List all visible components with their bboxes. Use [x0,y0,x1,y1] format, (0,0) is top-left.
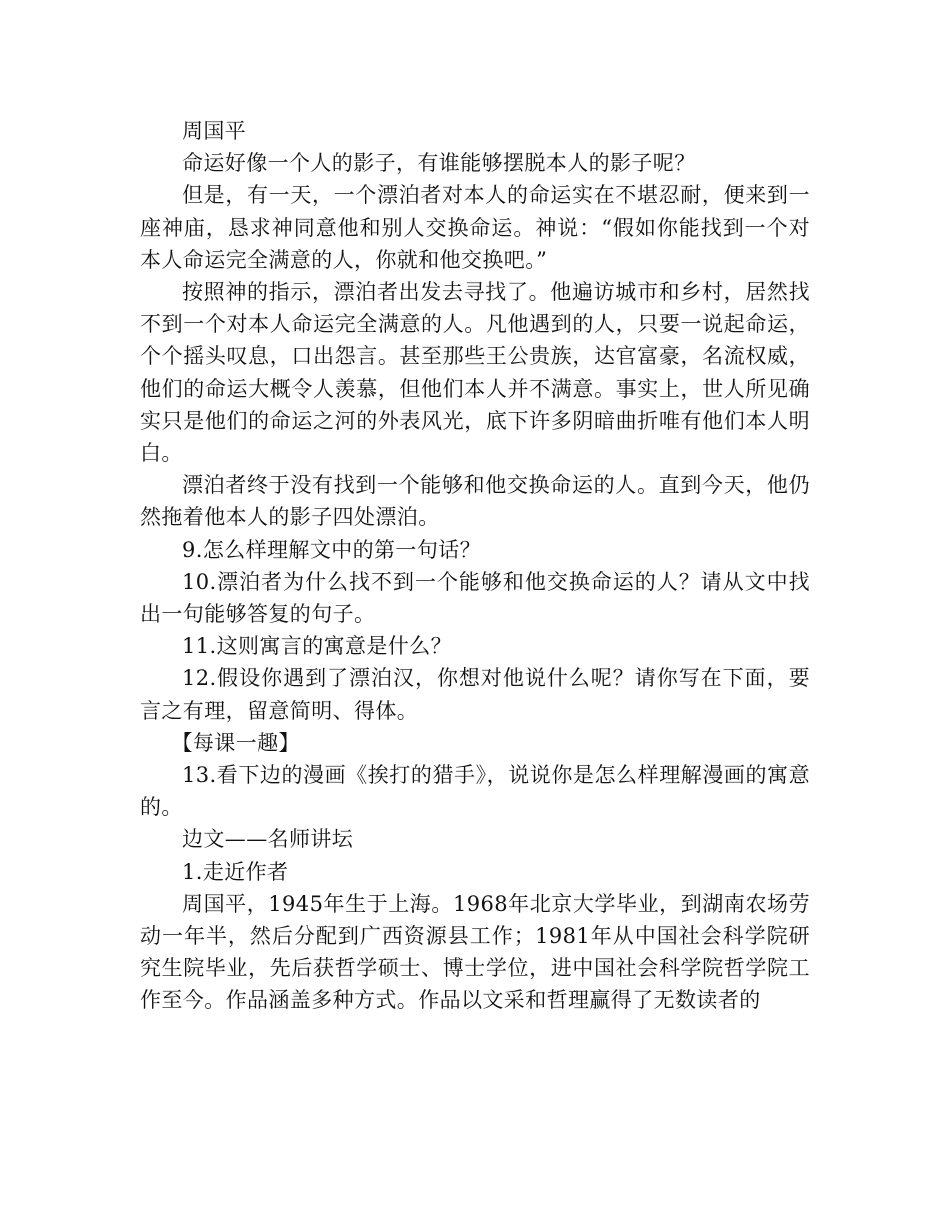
author-name: 周国平 [182,119,247,143]
question-13: 13.看下边的漫画《挨打的猎手》，说说你是怎么样理解漫画的寓意的。 [140,763,810,820]
author-bio-paragraph: 周国平，1945年生于上海。1968年北京大学毕业，到湖南农场劳动一年半，然后分配到广西资源县工作；1981年从中国社会科学院研究生院毕业，先后获哲学硕士、博士学位，进中国社会科学院哲学院工作至今。作品涵盖多种方式。作品以文采和哲理赢得了无数读者的 [140,891,810,1013]
sidebar-heading: 边文——名师讲坛 [182,827,354,852]
section-heading-fun: 【每课一趣】 [171,730,300,755]
question-9: 9.怎么样理解文中的第一句话？ [182,537,482,562]
question-11: 11.这则寓言的寓意是什么？ [182,634,452,659]
fable-paragraph-4: 漂泊者终于没有找到一个能够和他交换命运的人。直到今天，他仍然拖着他本人的影子四处漂泊。 [140,473,810,530]
subheading-author: 1.走近作者 [182,859,289,884]
fable-paragraph-3: 按照神的指示，漂泊者出发去寻找了。他遍访城市和乡村，居然找不到一个对本人命运完全满意的人。凡他遇到的人，只要一说起命运，个个摇头叹息，口出怨言。甚至那些王公贵族，达官富豪，名流权威，他们的命运大概令人羡慕，但他们本人并不满意。事实上，世人所见确实只是他们的命运之河的外表风光，底下许多阴暗曲折唯有他们本人明白。 [140,280,810,466]
question-12: 12.假设你遇到了漂泊汉，你想对他说什么呢？请你写在下面，要言之有理，留意简明、得体。 [140,666,810,723]
fable-paragraph-1: 命运好像一个人的影子，有谁能够摆脱本人的影子呢？ [182,151,696,176]
question-10: 10.漂泊者为什么找不到一个能够和他交换命运的人？请从文中找出一句能够答复的句子。 [140,569,810,627]
fable-paragraph-2: 但是，有一天，一个漂泊者对本人的命运实在不堪忍耐，便来到一座神庙，恳求神同意他和别人交换命运。神说：“假如你能找到一个对本人命运完全满意的人，你就和他交换吧。” [140,183,810,272]
document-body [140,115,810,1017]
